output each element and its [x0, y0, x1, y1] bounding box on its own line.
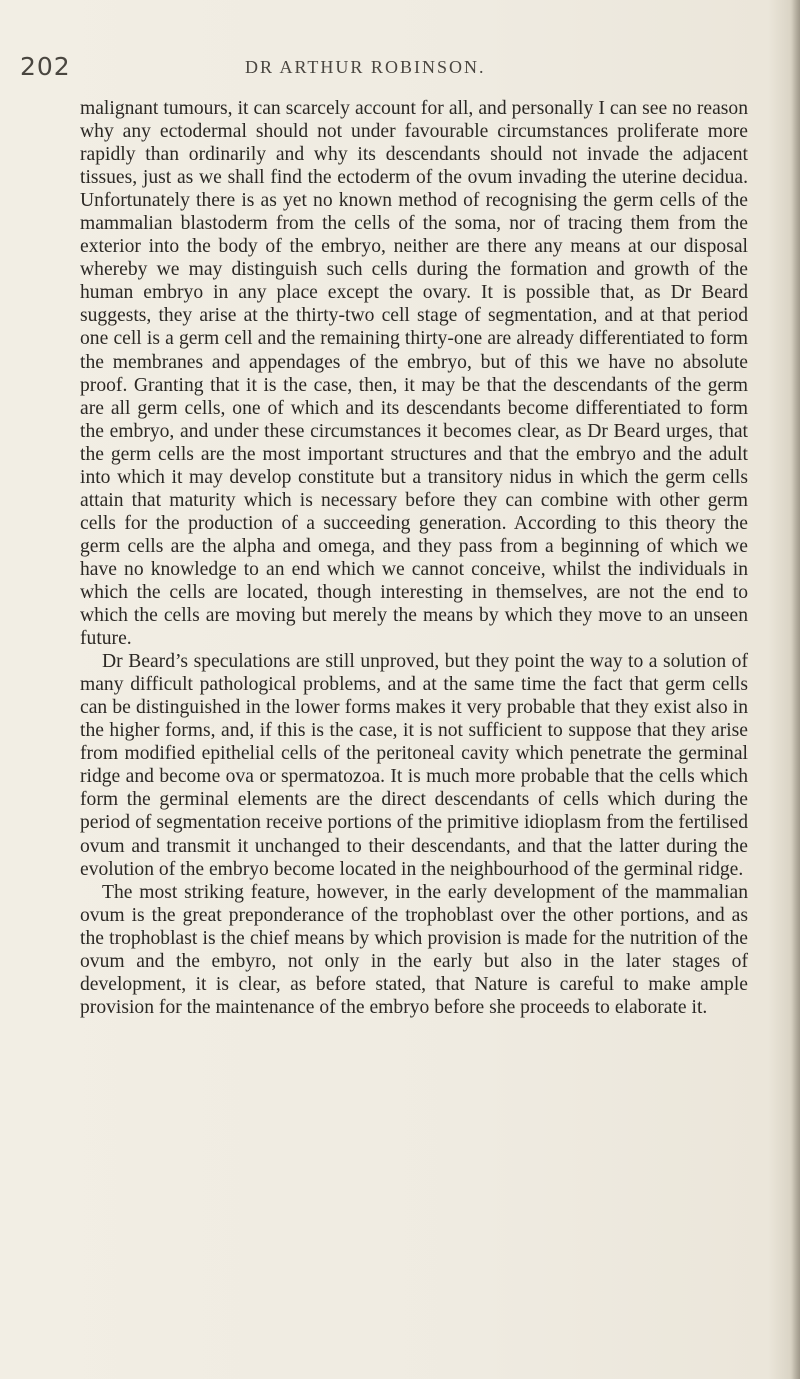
- paragraph-3: The most striking feature, however, in the early development of the mammalian ovum is the great preponderance of the trophoblast over the other portions, and as the trophoblast is the chief means by which provision is made for the nutrition of the ovum and the embyro, not only in the early but also in the later stages of development, it is clear, as before stated, that Nature is careful to make ample provision for the maintenance of the embryo before she proceeds to elaborate it.: [80, 881, 748, 1018]
- page-number: 202: [20, 52, 71, 81]
- running-title: DR ARTHUR ROBINSON.: [245, 57, 486, 77]
- page-edge-shadow: [790, 0, 800, 1379]
- paragraph-1: malignant tumours, it can scarcely account for all, and personally I can see no reason why any ectodermal should not under favourable circumstances proliferate more rapidly than ordinarily and why its descendants should not invade the adjacent tissues, just as we shall find the ectoderm of the ovum invading the uterine decidua. Unfortunately there is as yet no known method of recognising the germ cells of the mammalian blastoderm from the cells of the soma, nor of tracing them from the exterior into the body of the embryo, neither are there any means at our disposal whereby we may distinguish such cells during the formation and growth of the human embryo in any place except the ovary. It is possible that, as Dr Beard suggests, they arise at the thirty-two cell stage of segmentation, and at that period one cell is a germ cell and the remaining thirty-one are already differentiated to form the membranes and appendages of the embryo, but of this we have no absolute proof. Granting that it is the case, then, it may be that the descendants of the germ are all germ cells, one of which and its descendants become differentiated to form the embryo, and under these circumstances it becomes clear, as Dr Beard urges, that the germ cells are the most important structures and that the embryo and the adult into which it may develop constitute but a transitory nidus in which the germ cells attain that maturity which is necessary before they can combine with other germ cells for the production of a succeeding generation. According to this theory the germ cells are the alpha and omega, and they pass from a beginning of which we have no knowledge to an end which we cannot conceive, whilst the individuals in which the cells are located, though interesting in themselves, are not the end to which the cells are moving but merely the means by which they move to an unseen future.: [80, 98, 748, 650]
- paragraph-2: Dr Beard’s speculations are still unproved, but they point the way to a solution of many difficult pathological problems, and at the same time the fact that germ cells can be distinguished in the lower forms makes it very probable that they exist also in the higher forms, and, if this is the case, it is not sufficient to suppose that they arise from modified epithelial cells of the peritoneal cavity which penetrate the germinal ridge and become ova or spermatozoa. It is much more probable that the cells which form the germinal elements are the direct descendants of cells which during the period of segmentation receive portions of the primitive idioplasm from the fertilised ovum and transmit it unchanged to their descendants, and that the latter during the evolution of the embryo become located in the neighbourhood of the germinal ridge.: [80, 651, 748, 880]
- running-head: [0, 52, 800, 88]
- body-text: [80, 97, 748, 1019]
